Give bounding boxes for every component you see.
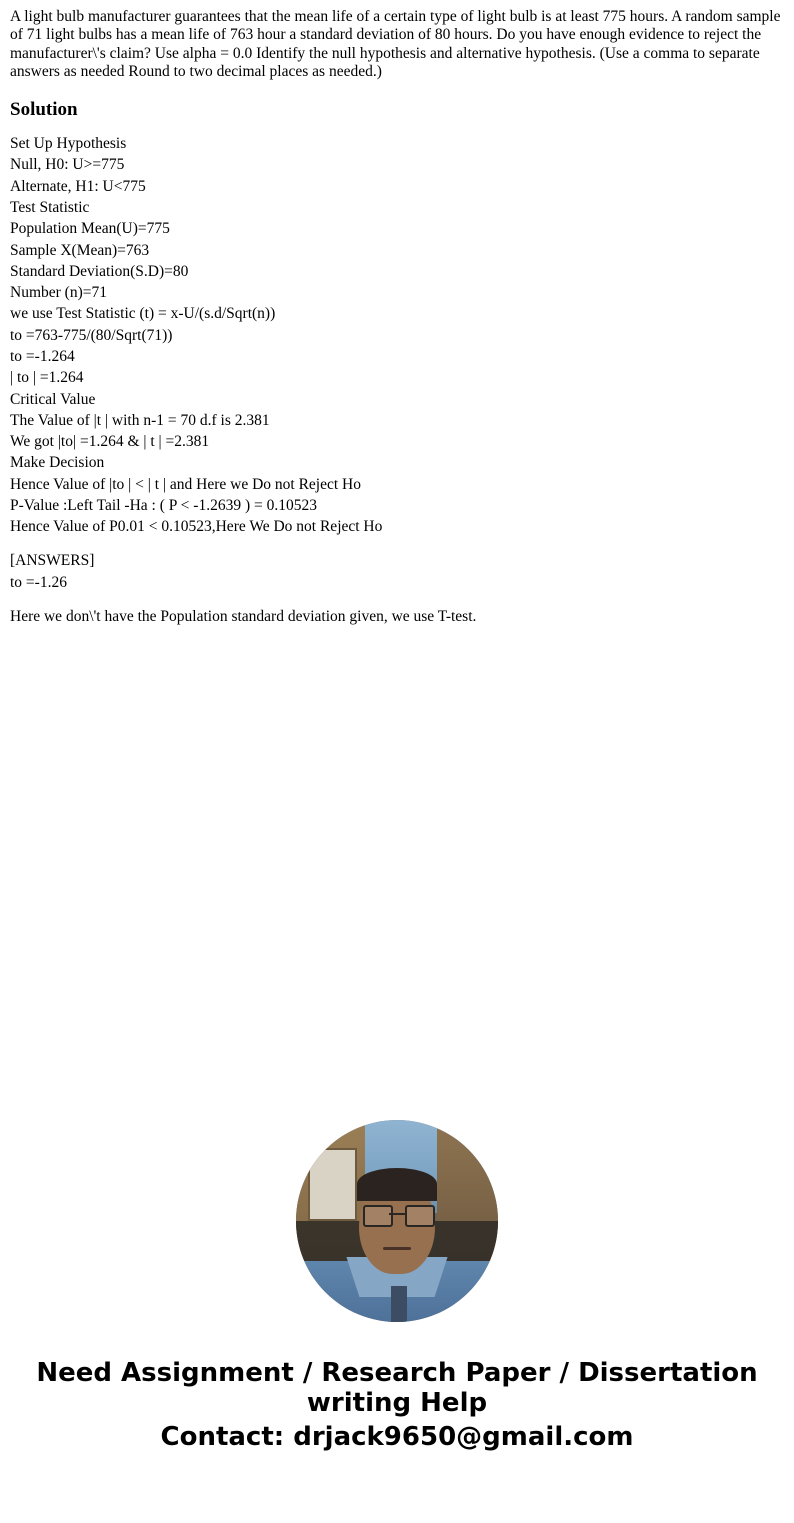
- solution-step: to =-1.264: [10, 347, 75, 365]
- solution-step: Standard Deviation(S.D)=80: [10, 262, 189, 280]
- solution-step: Population Mean(U)=775: [10, 220, 170, 238]
- avatar-glasses-right-lens: [405, 1205, 435, 1227]
- solution-step: Sample X(Mean)=763: [10, 241, 150, 259]
- solution-step: Hence Value of P0.01 < 0.10523,Here We Do not Reject Ho: [10, 518, 383, 536]
- question-text: A light bulb manufacturer guarantees that the mean life of a certain type of light bulb is at least 775 hours. A random sample of 71 light bulbs has a mean life of 763 hour a standard deviation of 80 hours. Do you have enough evidence to reject the manufacturer\'s claim? Use alpha = 0.0 Identify the null hypothesis and alternative hypothesis. (Use a comma to separate answers as needed Round to two decimal places as needed.): [10, 8, 781, 80]
- solution-step: P-Value :Left Tail -Ha : ( P < -1.2639 ) = 0.10523: [10, 496, 317, 514]
- solution-step: we use Test Statistic (t) = x-U/(s.d/Sqrt(n)): [10, 305, 276, 323]
- footer-headline-line1: Need Assignment / Research Paper / Dissertation: [36, 1358, 758, 1388]
- solution-step: Null, H0: U>=775: [10, 156, 125, 174]
- solution-step: Set Up Hypothesis: [10, 135, 127, 153]
- solution-steps: [10, 135, 784, 536]
- solution-step: We got |to| =1.264 & | t | =2.381: [10, 433, 210, 451]
- solution-step: | to | =1.264: [10, 369, 84, 387]
- footer-headline: [0, 1358, 794, 1418]
- solution-step: Critical Value: [10, 390, 96, 408]
- avatar-background-window: [308, 1148, 356, 1221]
- footer-headline-line2: writing Help: [306, 1388, 488, 1419]
- avatar: [296, 1120, 498, 1322]
- answers-block: [10, 552, 784, 592]
- answers-label: [ANSWERS]: [10, 552, 95, 570]
- answers-value: to =-1.26: [10, 573, 67, 591]
- solution-step: Test Statistic: [10, 198, 90, 216]
- solution-step: to =763-775/(80/Sqrt(71)): [10, 326, 173, 344]
- avatar-tie: [391, 1286, 407, 1322]
- avatar-glasses-bridge: [389, 1213, 405, 1215]
- solution-step: Make Decision: [10, 454, 105, 472]
- solution-step: The Value of |t | with n-1 = 70 d.f is 2.381: [10, 411, 270, 429]
- footer-contact: Contact: drjack9650@gmail.com: [160, 1422, 634, 1453]
- solution-step: Hence Value of |to | < | t | and Here we Do not Reject Ho: [10, 475, 361, 493]
- avatar-hair: [357, 1168, 438, 1200]
- solution-step: Alternate, H1: U<775: [10, 177, 146, 195]
- footer: [0, 1120, 794, 1452]
- closing-note: Here we don\'t have the Population standard deviation given, we use T-test.: [10, 608, 477, 626]
- solution-step: Number (n)=71: [10, 284, 107, 302]
- avatar-glasses-left-lens: [363, 1205, 393, 1227]
- avatar-mouth: [383, 1247, 411, 1250]
- document-page: [0, 0, 794, 626]
- solution-heading: Solution: [10, 99, 78, 121]
